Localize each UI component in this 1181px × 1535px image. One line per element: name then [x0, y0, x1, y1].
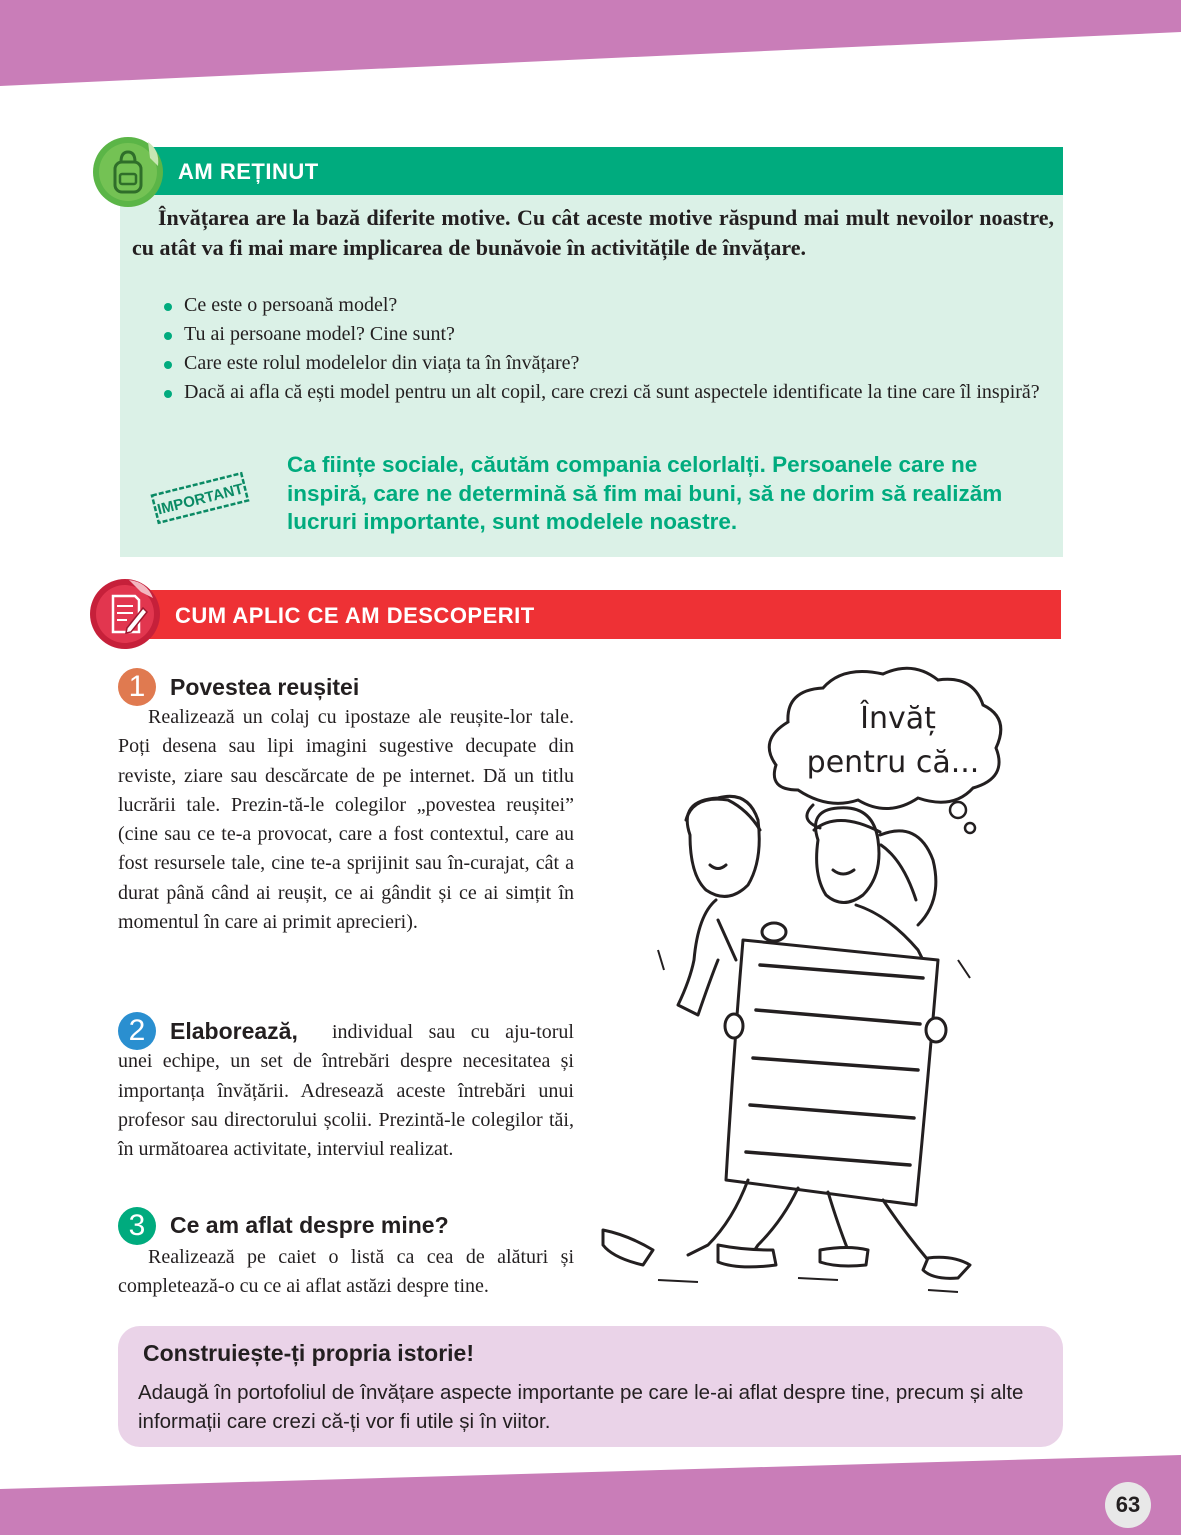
step-1-text: Realizează un colaj cu ipostaze ale reușite-lor tale. Poți desena sau lipi imagini sugestive decupate din reviste, ziare sau descărcate de pe internet. Dă un titlu lucrării tale. Prezin-tă-le colegilor „povestea reușitei” (cine sau ce te-a provocat, care a fost contextul, care au fost resursele tale, cine te-a sprijinit sau în-curajat, cât a durat până când ai reușit, ce ai gândit și ce ai simțit în momentul în care ai primit aprecieri). — [118, 706, 574, 934]
kids-sign-illustration — [598, 660, 1078, 1310]
page-number: 63 — [1105, 1482, 1151, 1528]
step-1-title: Povestea reușitei — [170, 674, 360, 700]
list-item: Care este rolul modelelor din viața ta în învățare? — [160, 349, 1060, 378]
list-item: Ce este o persoană model? — [160, 291, 1060, 320]
question-list — [160, 291, 1060, 407]
step-3-title: Ce am aflat despre mine? — [170, 1212, 449, 1238]
retinut-lead-text: Învățarea are la bază diferite motive. Cu cât aceste motive răspund mai mult nevoilor noastre, cu atât va fi mai mare implicarea de bunăvoie în activitățile de învățare. — [132, 205, 1054, 260]
step-3-text: Realizează pe caiet o listă ca cea de alături și completează-o cu ce ai aflat astăzi despre tine. — [118, 1246, 574, 1298]
bottom-band — [0, 1455, 1181, 1535]
list-item: Dacă ai afla că ești model pentru un alt copil, care crezi că sunt aspectele identificate la tine care îl inspiră? — [160, 378, 1060, 407]
istorie-title: Construiește-ți propria istorie! — [143, 1340, 474, 1366]
istorie-text: Adaugă în portofoliul de învățare aspecte importante pe care le-ai aflat despre tine, precum și alte informații care crezi că-ți vor fi utile și în viitor. — [138, 1381, 1024, 1433]
pencil-paper-icon — [89, 578, 161, 650]
important-text: Ca ființe sociale, căutăm compania celorlalți. Persoanele care ne inspiră, care ne determină să fim mai buni, să ne dorim să realizăm lucruri importante, sunt modelele noastre. — [287, 452, 1003, 534]
important-stamp — [148, 470, 252, 526]
important-stamp-label: IMPORTANT — [155, 480, 246, 519]
step-2-title: Elaborează, — [170, 1018, 298, 1044]
top-band — [0, 0, 1181, 86]
backpack-icon — [92, 136, 164, 208]
bubble-text-line2: pentru că... — [806, 745, 980, 780]
bubble-text-line1: Învăț — [860, 701, 936, 736]
retinut-title: AM REȚINUT — [178, 159, 319, 184]
step-2-number: 2 — [118, 1012, 156, 1050]
step-2-text: individual sau cu aju-torul unei echipe, un set de întrebări despre necesitatea și importanța învățării. Adresează aceste întrebări unui profesor sau directorului școlii. Prezintă-le colegilor tăi, în următoarea activitate, interviul realizat. — [118, 1021, 574, 1161]
aplic-title: CUM APLIC CE AM DESCOPERIT — [175, 603, 535, 628]
step-1-number: 1 — [118, 668, 156, 706]
step-3-number: 3 — [118, 1207, 156, 1245]
list-item: Tu ai persoane model? Cine sunt? — [160, 320, 1060, 349]
